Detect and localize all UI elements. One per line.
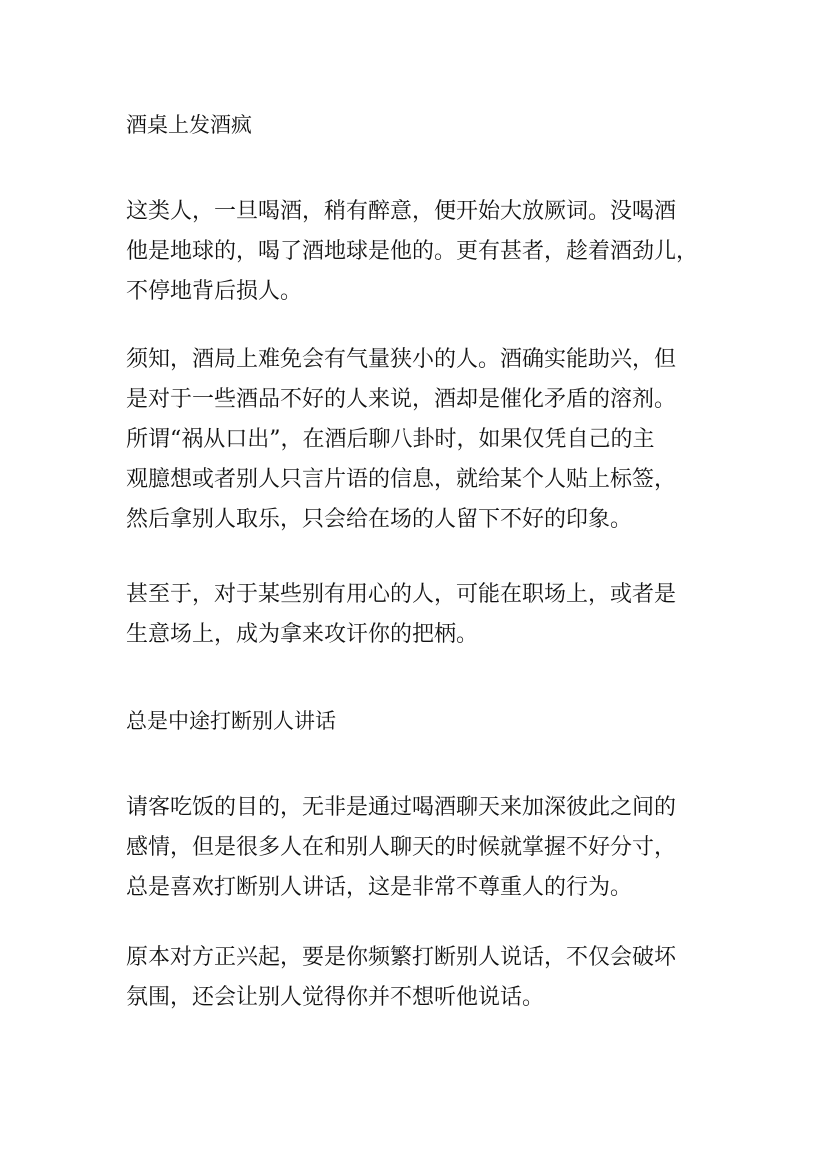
paragraph-5 xyxy=(126,938,706,1018)
paragraph-line: 是对于一些酒品不好的人来说，酒却是催化矛盾的溶剂。 xyxy=(126,387,677,412)
paragraph-line: 请客吃饭的目的，无非是通过喝酒聊天来加深彼此之间的 xyxy=(126,795,677,820)
paragraph-line: 原本对方正兴起，要是你频繁打断别人说话，不仅会破坏 xyxy=(126,945,677,970)
paragraph-line: 总是喜欢打断别人讲话，这是非常不尊重人的行为。 xyxy=(126,875,633,900)
paragraph-line: 甚至于，对于某些别有用心的人，可能在职场上，或者是 xyxy=(126,582,677,607)
paragraph-line: 观臆想或者别人只言片语的信息，就给某个人贴上标签， xyxy=(126,467,677,492)
paragraph-line: 他是地球的，喝了酒地球是他的。更有甚者，趁着酒劲儿， xyxy=(126,239,699,264)
paragraph-line: 所谓“祸从口出”，在酒后聊八卦时，如果仅凭自己的主 xyxy=(126,427,655,452)
paragraph-3 xyxy=(126,575,706,655)
paragraph-line: 这类人，一旦喝酒，稍有醉意，便开始大放厥词。没喝酒 xyxy=(126,199,677,224)
paragraph-line: 感情，但是很多人在和别人聊天的时候就掌握不好分寸， xyxy=(126,835,677,860)
paragraph-line: 须知，酒局上难免会有气量狭小的人。酒确实能助兴，但 xyxy=(126,347,677,372)
paragraph-line: 生意场上，成为拿来攻讦你的把柄。 xyxy=(126,622,479,647)
paragraph-line: 不停地背后损人。 xyxy=(126,279,303,304)
paragraph-2 xyxy=(126,340,706,540)
paragraph-line: 氛围，还会让别人觉得你并不想听他说话。 xyxy=(126,985,545,1010)
paragraph-4 xyxy=(126,788,706,908)
paragraph-1 xyxy=(126,192,706,312)
section-heading-1: 酒桌上发酒疯 xyxy=(126,113,252,137)
section-heading-2: 总是中途打断别人讲话 xyxy=(126,709,336,733)
paragraph-line: 然后拿别人取乐，只会给在场的人留下不好的印象。 xyxy=(126,507,633,532)
